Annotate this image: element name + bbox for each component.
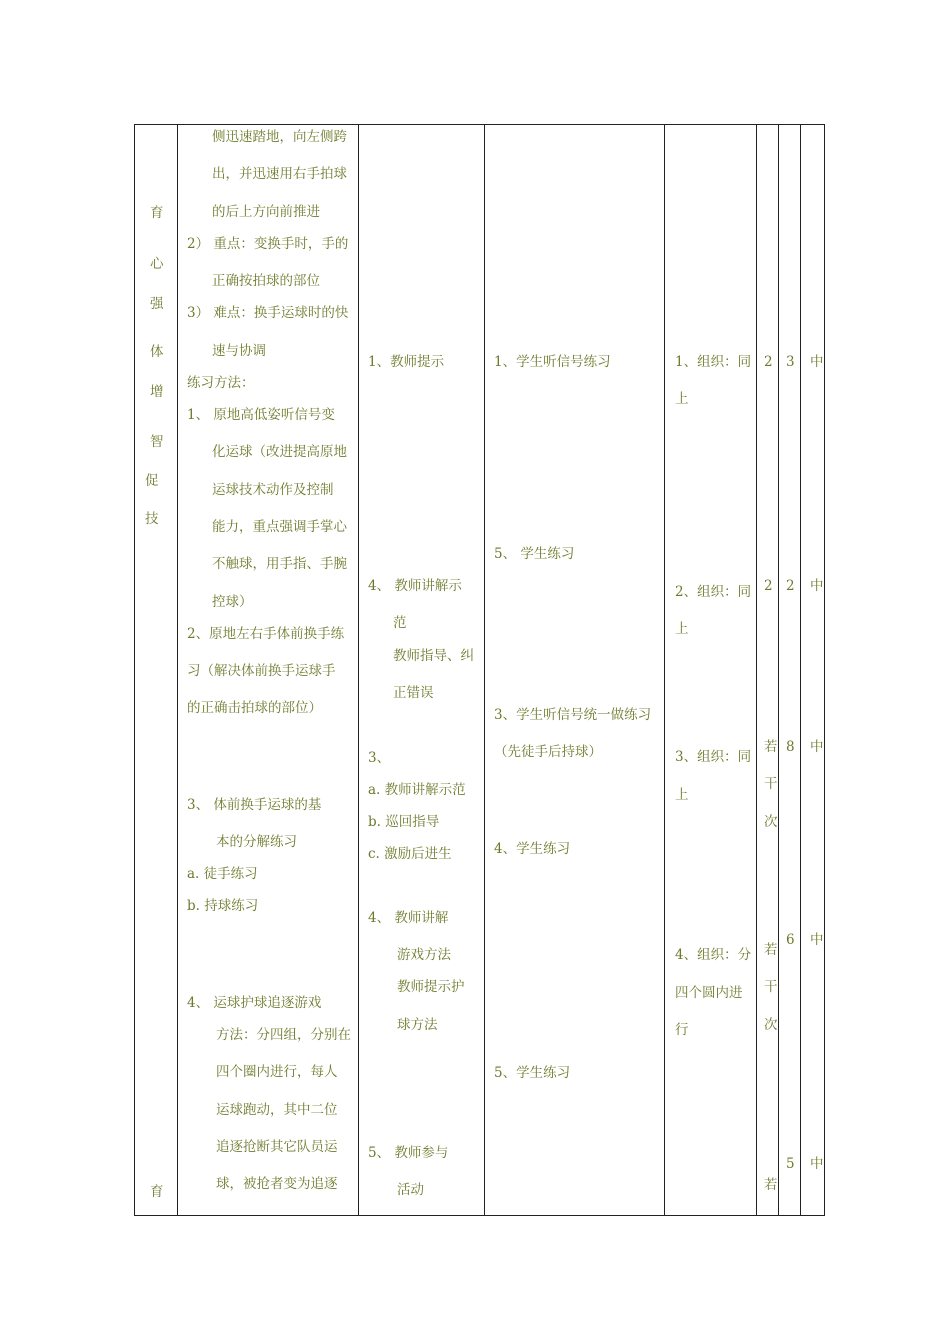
teacher-line: 3、: [368, 750, 391, 766]
content-line: 3） 难点：换手运球时的快: [187, 305, 349, 321]
times-value: 若: [764, 739, 778, 755]
content-line: 出，并迅速用右手拍球: [212, 166, 347, 182]
times-value: 2: [764, 578, 773, 594]
times-value: 次: [764, 814, 778, 830]
content-line: 控球）: [212, 594, 253, 610]
teacher-line: 范: [393, 615, 407, 631]
goal-char: 技: [145, 511, 159, 527]
organization-line: 上: [675, 621, 689, 637]
goal-char: 促: [145, 473, 159, 489]
times-value: 干: [764, 776, 778, 792]
intensity-value: 中: [810, 578, 824, 594]
content-line: 四个圈内进行，每人: [216, 1064, 338, 1080]
times-value: 次: [764, 1017, 778, 1033]
content-line: 侧迅速踏地，向左侧跨: [212, 129, 347, 145]
teacher-line: 正错误: [393, 685, 434, 701]
organization-line: 2、组织：同: [675, 584, 752, 600]
content-line: a. 徒手练习: [187, 866, 258, 882]
teacher-line: 活动: [397, 1182, 424, 1198]
content-line: 速与协调: [212, 343, 266, 359]
organization-line: 四个圆内进: [675, 985, 743, 1001]
organization-line: 上: [675, 787, 689, 803]
student-line: 5、学生练习: [494, 1065, 571, 1081]
teacher-line: a. 教师讲解示范: [368, 782, 466, 798]
times-value: 若: [764, 942, 778, 958]
content-line: 练习方法：: [187, 375, 255, 391]
organization-line: 4、组织：分: [675, 947, 752, 963]
column-divider: [800, 124, 801, 1216]
teacher-line: c. 激励后进生: [368, 846, 452, 862]
times-value: 干: [764, 979, 778, 995]
minutes-value: 2: [786, 578, 795, 594]
teacher-line: 游戏方法: [397, 947, 451, 963]
content-line: 习（解决体前换手运球手: [187, 663, 336, 679]
goal-char: 智: [150, 434, 164, 450]
content-line: 化运球（改进提高原地: [212, 444, 347, 460]
intensity-value: 中: [810, 354, 824, 370]
student-line: 3、学生听信号统一做练习: [494, 707, 652, 723]
student-line: 5、 学生练习: [494, 546, 575, 562]
teacher-line: 4、 教师讲解示: [368, 578, 462, 594]
student-line: 4、学生练习: [494, 841, 571, 857]
goal-char: 体: [150, 344, 164, 360]
content-line: 2、原地左右手体前换手练: [187, 626, 345, 642]
minutes-value: 8: [786, 739, 795, 755]
organization-line: 1、组织：同: [675, 354, 752, 370]
content-line: 3、 体前换手运球的基: [187, 797, 322, 813]
teacher-line: 教师提示护: [397, 979, 465, 995]
organization-line: 3、组织：同: [675, 749, 752, 765]
content-line: 不触球，用手指、手腕: [212, 556, 347, 572]
teacher-line: b. 巡回指导: [368, 814, 440, 830]
student-line: 1、学生听信号练习: [494, 354, 611, 370]
content-line: 运球跑动，其中二位: [216, 1102, 338, 1118]
minutes-value: 3: [786, 354, 795, 370]
teacher-line: 1、教师提示: [368, 354, 445, 370]
content-line: 追逐抢断其它队员运: [216, 1139, 338, 1155]
column-divider: [484, 124, 485, 1216]
content-line: 4、 运球护球追逐游戏: [187, 995, 322, 1011]
times-value: 若: [764, 1177, 778, 1193]
goal-char: 增: [150, 384, 164, 400]
minutes-value: 6: [786, 932, 795, 948]
minutes-value: 5: [786, 1156, 795, 1172]
column-divider: [664, 124, 665, 1216]
content-line: 正确按拍球的部位: [212, 273, 320, 289]
column-divider: [778, 124, 779, 1216]
teacher-line: 球方法: [397, 1017, 438, 1033]
content-line: 2） 重点：变换手时，手的: [187, 236, 349, 252]
goal-char: 心: [150, 256, 164, 272]
content-line: 的正确击拍球的部位）: [187, 700, 322, 716]
content-line: 的后上方向前推进: [212, 204, 320, 220]
organization-line: 上: [675, 391, 689, 407]
content-line: 能力，重点强调手掌心: [212, 519, 347, 535]
teacher-line: 4、 教师讲解: [368, 910, 449, 926]
column-divider: [756, 124, 757, 1216]
teacher-line: 教师指导、纠: [393, 648, 474, 664]
content-line: 运球技术动作及控制: [212, 482, 334, 498]
content-line: 方法：分四组，分别在: [216, 1027, 351, 1043]
goal-char: 育: [150, 1184, 164, 1200]
goal-char: 育: [150, 205, 164, 221]
intensity-value: 中: [810, 1156, 824, 1172]
organization-line: 行: [675, 1022, 689, 1038]
times-value: 2: [764, 354, 773, 370]
goal-char: 强: [150, 296, 164, 312]
teacher-line: 5、 教师参与: [368, 1145, 449, 1161]
content-line: 球，被抢者变为追逐: [216, 1176, 338, 1192]
student-line: （先徒手后持球）: [494, 744, 602, 760]
content-line: b. 持球练习: [187, 898, 259, 914]
intensity-value: 中: [810, 739, 824, 755]
content-line: 本的分解练习: [216, 834, 297, 850]
content-line: 1、 原地高低姿听信号变: [187, 407, 335, 423]
column-divider: [358, 124, 359, 1216]
intensity-value: 中: [810, 932, 824, 948]
column-divider: [177, 124, 178, 1216]
